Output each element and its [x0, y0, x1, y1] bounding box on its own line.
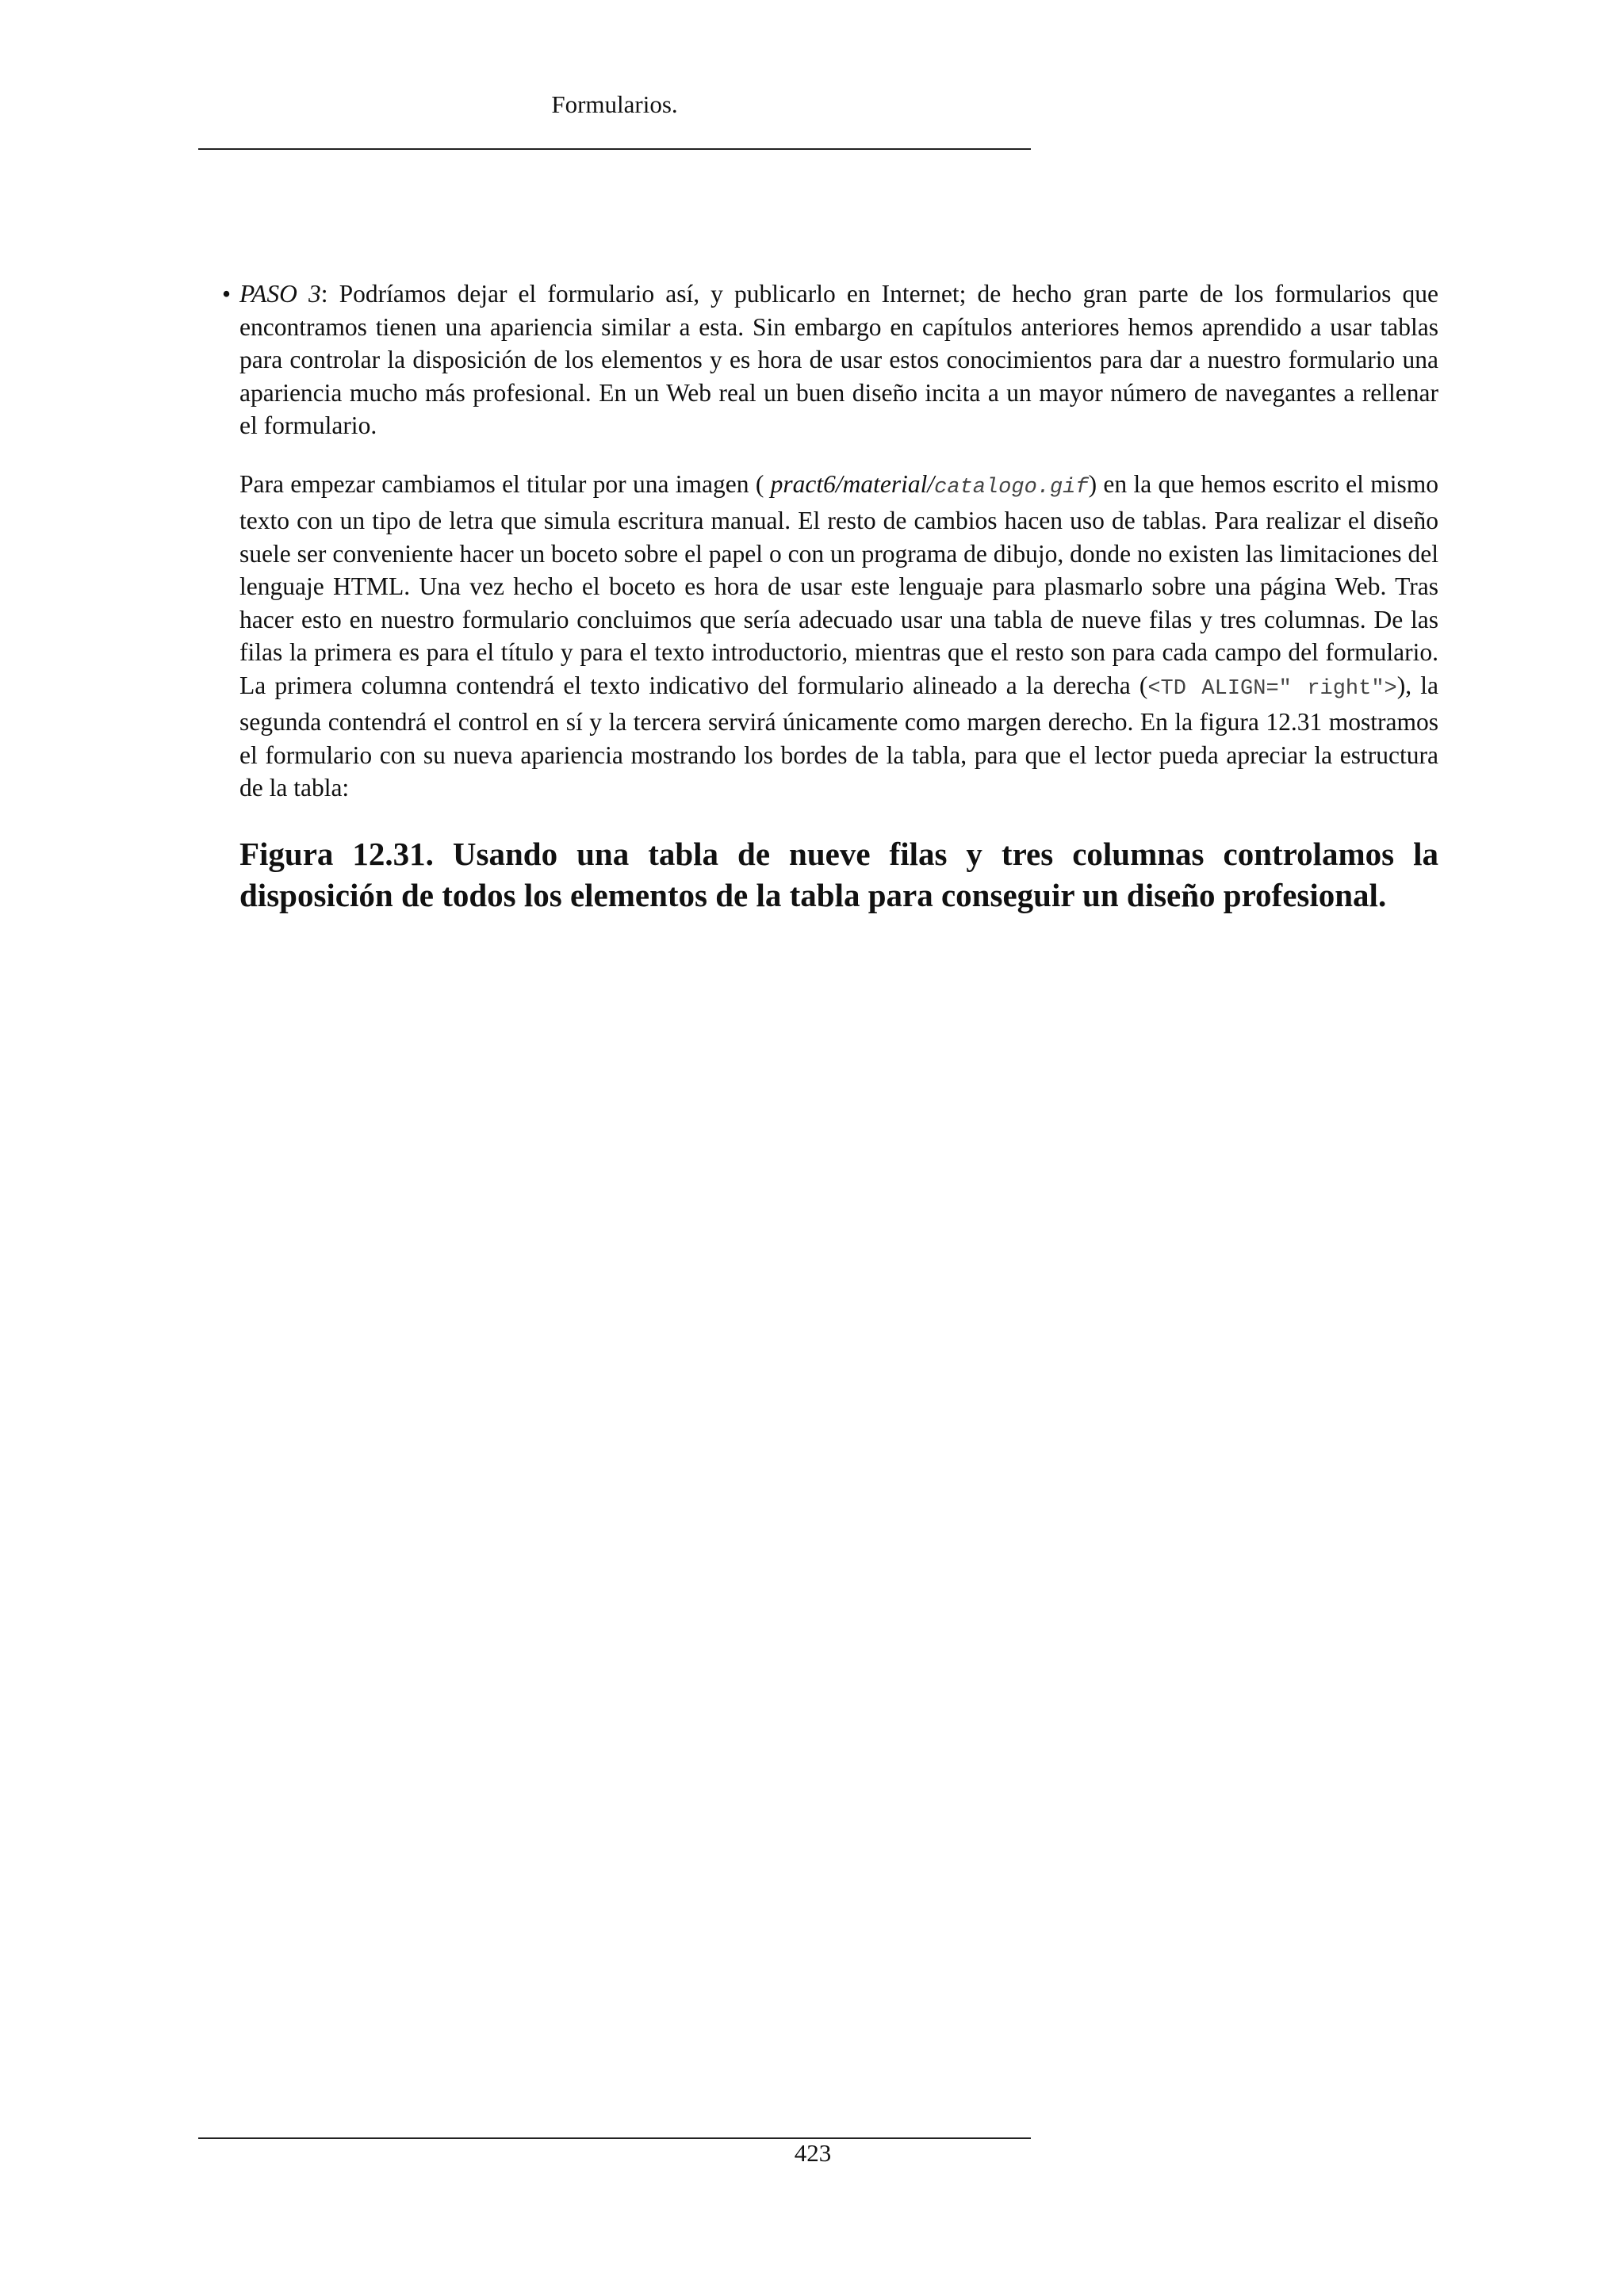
header-divider [198, 148, 1031, 150]
paragraph-text-part-1: Para empezar cambiamos el titular por una imagen ( [239, 469, 771, 498]
page-number: 423 [794, 2139, 832, 2167]
body-paragraph-design [239, 468, 1438, 805]
bullet-text: Podríamos dejar el formulario así, y publicarlo en Internet; de hecho gran parte de los formularios que encontramos tienen una apariencia similar a esta. Sin embargo en capítulos anteriores hemos aprendido a usar tablas para controlar la disposición de los elementos y es hora de usar estos conocimientos para dar a nuestro formulario una apariencia mucho más profesional. En un Web real un buen diseño incita a un mayor número de navegantes a rellenar el formulario. [239, 280, 1439, 439]
running-header-title: Formularios. [551, 90, 678, 118]
bullet-icon: • [222, 280, 232, 308]
bullet-paragraph-paso-3 [222, 277, 1439, 442]
file-path-filename: catalogo.gif [934, 475, 1089, 499]
step-label-separator: : [320, 280, 328, 308]
paragraph-text-part-2: ) en la que hemos escrito el mismo texto con un tipo de letra que simula escritura manual. El resto de cambios hacen uso de tablas. Para realizar el diseño suele ser conveniente hacer un boceto sobre el papel o con un programa de dibujo, donde no existen las limitaciones del lenguaje HTML. Una vez hecho el boceto es hora de usar este lenguaje para plasmarlo sobre una página Web. Tras hacer esto en nuestro formulario concluimos que sería adecuado usar una tabla de nueve filas y tres columnas. De las filas la primera es para el título y para el texto introductorio, mientras que el resto son para cada campo del formulario. La primera columna contendrá el texto indicativo del formulario alineado a la derecha ( [239, 469, 1439, 699]
page-body [222, 277, 1439, 916]
inline-code-td-align: <TD ALIGN=" right"> [1147, 676, 1397, 701]
figure-caption: Figura 12.31. Usando una tabla de nueve filas y tres columnas controlamos la disposición de todos los elementos de la tabla para conseguir un diseño profesional. [239, 835, 1438, 913]
file-path-directory: pract6/material/ [770, 469, 935, 498]
paragraph-text-part-3: ), la segunda contendrá el control en sí y la tercera servirá únicamente como margen derecho. En la figura 12.31 mostramos el formulario con su nueva apariencia mostrando los bordes de la tabla, para que el lector pueda apreciar la estructura de la tabla: [239, 671, 1438, 802]
step-label: PASO 3 [239, 280, 321, 308]
